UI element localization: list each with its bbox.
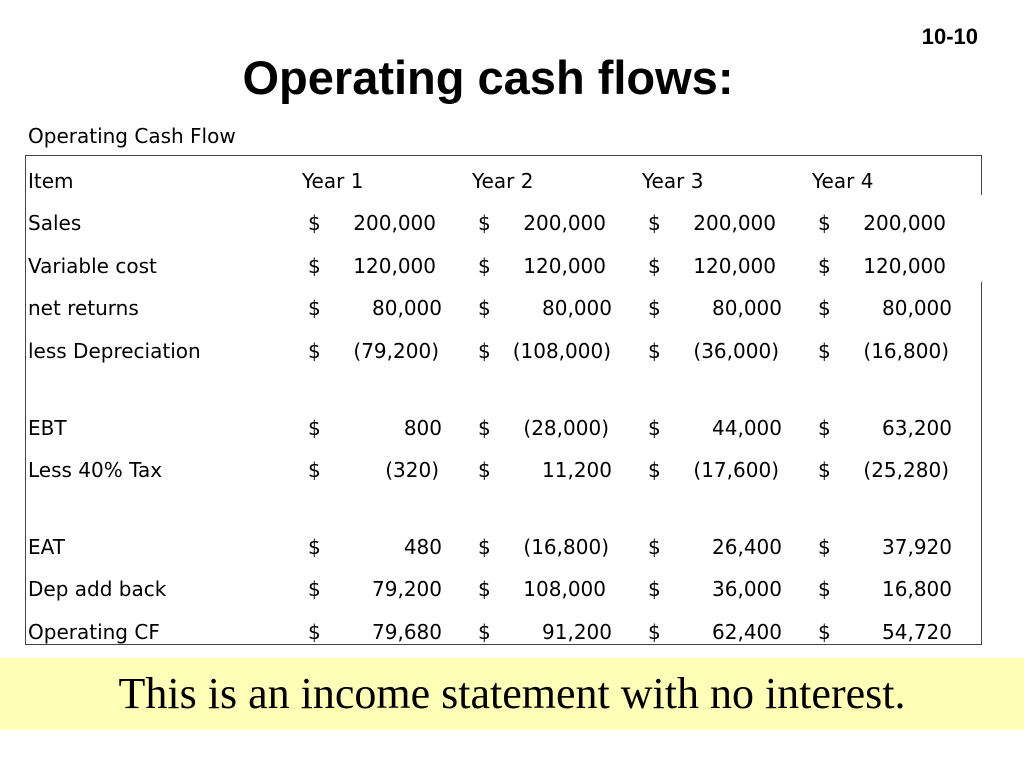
amount-cell: 200,000	[523, 211, 606, 235]
currency-symbol: $	[648, 620, 661, 644]
table-row-operating-cf	[26, 615, 983, 649]
amount-cell: (16,800)	[523, 535, 609, 559]
currency-symbol: $	[308, 620, 321, 644]
header-year-4: Year 4	[812, 169, 874, 193]
currency-symbol: $	[308, 254, 321, 278]
amount-cell: 120,000	[523, 254, 606, 278]
amount-cell: 44,000	[712, 416, 782, 440]
header-year-3: Year 3	[642, 169, 704, 193]
table-border-segment	[981, 155, 982, 195]
table-caption: Operating Cash Flow	[28, 124, 236, 148]
currency-symbol: $	[648, 416, 661, 440]
slide-number: 10-10	[921, 24, 978, 49]
currency-symbol: $	[818, 211, 831, 235]
amount-cell: 79,200	[372, 577, 442, 601]
cash-flow-table	[25, 155, 982, 645]
currency-symbol: $	[648, 339, 661, 363]
header-item: Item	[28, 169, 74, 193]
amount-cell: 36,000	[712, 577, 782, 601]
row-label: Variable cost	[28, 254, 157, 278]
currency-symbol: $	[308, 577, 321, 601]
currency-symbol: $	[308, 458, 321, 482]
currency-symbol: $	[818, 458, 831, 482]
amount-cell: 26,400	[712, 535, 782, 559]
currency-symbol: $	[478, 577, 491, 601]
currency-symbol: $	[648, 211, 661, 235]
table-row-less-tax	[26, 453, 983, 487]
footer-note: This is an income statement with no interest.	[118, 669, 906, 718]
currency-symbol: $	[818, 296, 831, 320]
header-year-1: Year 1	[302, 169, 364, 193]
currency-symbol: $	[818, 254, 831, 278]
amount-cell: 80,000	[882, 296, 952, 320]
currency-symbol: $	[308, 339, 321, 363]
table-row-ebt	[26, 411, 983, 445]
amount-cell: 800	[403, 416, 442, 440]
amount-cell: 16,800	[882, 577, 952, 601]
amount-cell: 80,000	[542, 296, 612, 320]
amount-cell: 80,000	[712, 296, 782, 320]
currency-symbol: $	[648, 296, 661, 320]
currency-symbol: $	[648, 535, 661, 559]
currency-symbol: $	[478, 254, 491, 278]
currency-symbol: $	[818, 620, 831, 644]
table-row-sales	[26, 206, 983, 240]
row-label: less Depreciation	[28, 339, 201, 363]
currency-symbol: $	[308, 211, 321, 235]
currency-symbol: $	[478, 458, 491, 482]
amount-cell: 37,920	[882, 535, 952, 559]
currency-symbol: $	[308, 296, 321, 320]
amount-cell: 120,000	[353, 254, 436, 278]
currency-symbol: $	[818, 339, 831, 363]
footer-banner	[0, 658, 1024, 730]
currency-symbol: $	[648, 254, 661, 278]
amount-cell: (16,800)	[863, 339, 949, 363]
amount-cell: 200,000	[693, 211, 776, 235]
currency-symbol: $	[308, 416, 321, 440]
amount-cell: 120,000	[863, 254, 946, 278]
slide-title: Operating cash flows:	[242, 51, 734, 104]
amount-cell: (108,000)	[512, 339, 611, 363]
amount-cell: (79,200)	[353, 339, 439, 363]
currency-symbol: $	[478, 416, 491, 440]
table-row-variable-cost	[26, 249, 983, 283]
currency-symbol: $	[648, 577, 661, 601]
row-label: Less 40% Tax	[28, 458, 163, 482]
currency-symbol: $	[478, 211, 491, 235]
row-label: EAT	[28, 535, 65, 559]
row-label: EBT	[28, 416, 67, 440]
amount-cell: 480	[403, 535, 442, 559]
header-year-2: Year 2	[472, 169, 534, 193]
row-label: Sales	[28, 211, 82, 235]
row-label: net returns	[28, 296, 139, 320]
currency-symbol: $	[648, 458, 661, 482]
amount-cell: (320)	[385, 458, 439, 482]
currency-symbol: $	[478, 535, 491, 559]
currency-symbol: $	[818, 577, 831, 601]
row-label: Operating CF	[28, 620, 160, 644]
amount-cell: (28,000)	[523, 416, 609, 440]
currency-symbol: $	[818, 535, 831, 559]
amount-cell: 63,200	[882, 416, 952, 440]
amount-cell: 80,000	[372, 296, 442, 320]
table-border-segment	[981, 282, 982, 645]
table-row-eat	[26, 530, 983, 564]
table-row-net-returns	[26, 291, 983, 325]
amount-cell: 200,000	[353, 211, 436, 235]
amount-cell: 62,400	[712, 620, 782, 644]
amount-cell: (17,600)	[693, 458, 779, 482]
table-row-dep-add-back	[26, 572, 983, 606]
amount-cell: 120,000	[693, 254, 776, 278]
currency-symbol: $	[478, 296, 491, 320]
amount-cell: (36,000)	[693, 339, 779, 363]
currency-symbol: $	[308, 535, 321, 559]
amount-cell: 54,720	[882, 620, 952, 644]
amount-cell: 79,680	[372, 620, 442, 644]
amount-cell: 108,000	[523, 577, 606, 601]
amount-cell: 11,200	[542, 458, 612, 482]
amount-cell: 91,200	[542, 620, 612, 644]
table-header-row	[26, 164, 983, 198]
table-row-less-depreciation	[26, 334, 983, 368]
currency-symbol: $	[478, 339, 491, 363]
amount-cell: (25,280)	[863, 458, 949, 482]
row-label: Dep add back	[28, 577, 167, 601]
amount-cell: 200,000	[863, 211, 946, 235]
currency-symbol: $	[818, 416, 831, 440]
currency-symbol: $	[478, 620, 491, 644]
